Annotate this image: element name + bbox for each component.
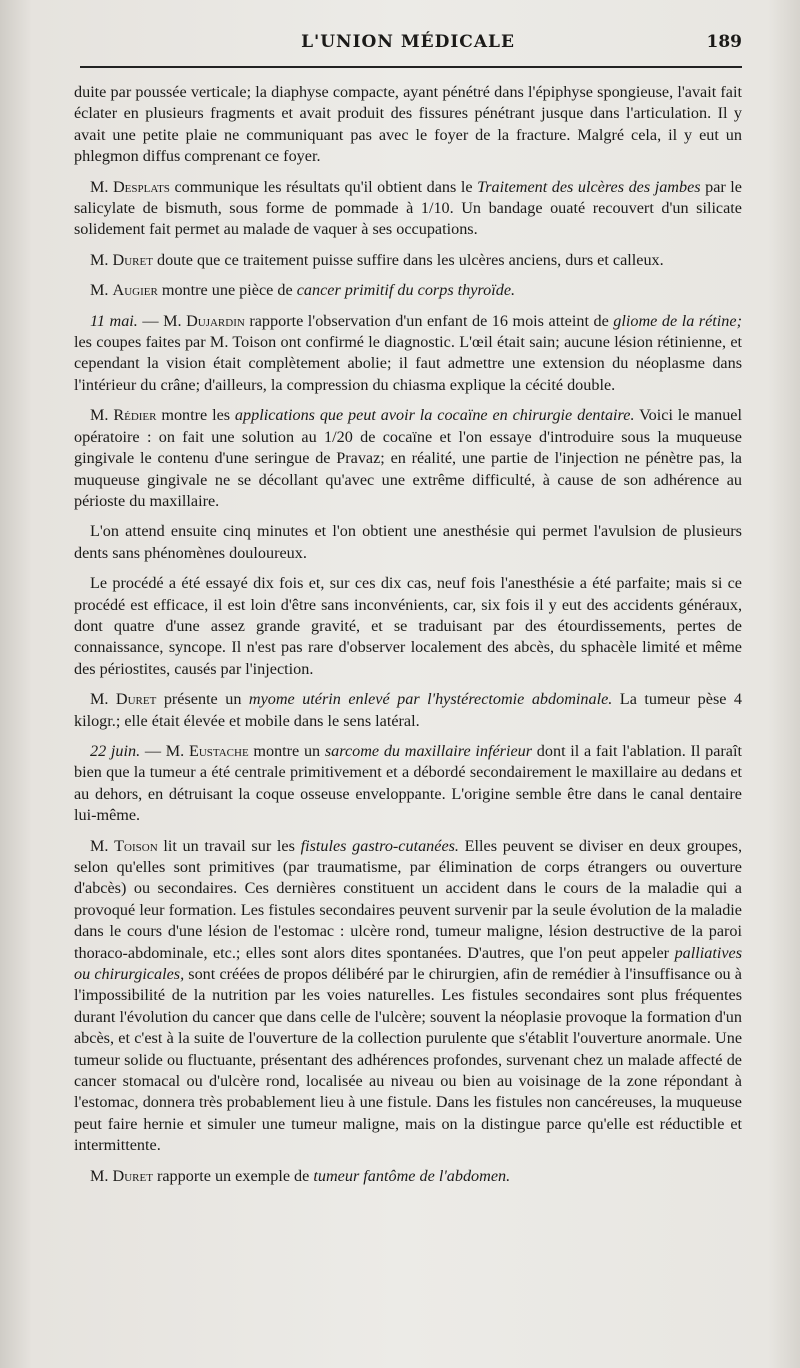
running-title: L'UNION MÉDICALE [301, 32, 515, 52]
paragraph [74, 573, 742, 680]
text-run: — M. [137, 311, 187, 330]
text-run: rapporte un exemple de [152, 1166, 314, 1185]
paragraph [74, 689, 742, 732]
italic-text: applications que peut avoir la cocaïne en chirurgie dentaire. [234, 406, 635, 425]
text-run: La tumeur pèse 4 kilogr.; elle était élevée et mobile dans le sens latéral. [74, 690, 743, 730]
text-run: M. [90, 690, 116, 709]
author-name: Augier [112, 281, 158, 300]
paragraph [74, 1166, 742, 1187]
paragraph [74, 741, 742, 827]
italic-text: 22 juin. [90, 741, 141, 760]
paragraph [74, 405, 742, 512]
italic-text: Traitement des ulcères des jambes [477, 177, 701, 196]
italic-text: fistules gastro-cutanées. [300, 836, 459, 855]
text-run: communique les résultats qu'il obtient dans le [169, 177, 478, 196]
italic-text: gliome de la rétine; [613, 311, 742, 330]
paragraph [74, 311, 742, 397]
text-run: montre les [156, 406, 235, 425]
text-run: montre un [248, 741, 325, 760]
paragraph [74, 177, 742, 241]
page-header [74, 32, 742, 60]
author-name: Duret [112, 1166, 153, 1185]
text-run: Voici le manuel opératoire : on fait une solution au 1/20 de cocaïne et l'on essaye d'introduire sous la muqueuse gingivale le contenu d'une seringue de Pravaz; en réalité, une partie de l'injection ne pénètre pas, la muqueuse gingivale ne se décollant qu'avec une extrême difficulté, à cause de son adhérence au périoste du maxillaire. [74, 406, 742, 510]
body-text [74, 82, 742, 1196]
text-run: dont il a fait l'ablation. Il paraît bien que la tumeur a été centrale primitivement et a débordé secondairement le maxillaire au dedans et au dehors, en détruisant la coque osseuse enveloppante. L'origine semble être dans le canal dentaire lui-même. [74, 741, 742, 825]
text-run: M. [90, 250, 113, 269]
text-run: L'on attend ensuite cinq minutes et l'on obtient une anesthésie qui permet l'avulsion de plusieurs dents sans phénomènes douloureux. [74, 522, 742, 562]
italic-text: palliatives ou chirurgicales, [74, 943, 742, 984]
paragraph [74, 280, 742, 301]
paragraph [74, 250, 742, 271]
page-number: 189 [706, 32, 742, 52]
italic-text: myome utérin enlevé par l'hystérectomie abdominale. [248, 690, 613, 709]
author-name: Toison [114, 836, 158, 855]
text-run: les coupes faites par M. Toison ont confirmé le diagnostic. L'œil était sain; aucune lésion rétinienne, et cependant la vision était complètement abolie; il faut admettre une extension du néoplasme dans l'intérieur du crâne; d'ailleurs, la compression du chiasma explique la cécité double. [74, 333, 742, 394]
text-run: présente un [156, 690, 249, 709]
italic-text: cancer primitif du corps thyroïde. [296, 281, 516, 300]
author-name: Duret [112, 250, 153, 269]
paragraph [74, 82, 742, 168]
text-run: lit un travail sur les [157, 836, 301, 855]
text-run: sont créées de propos délibéré par le chirurgien, afin de remédier à l'insuffisance ou à l'impossibilité de la nutrition par les voies naturelles. Les fistules secondaires sont plus fréquentes durant l'évolution du cancer que dans celle de l'ulcère; souvent la néoplasie provoque la formation d'un abcès, et c'est à la suite de l'ouverture de la collection purulente que s'établit l'ouverture anormale. Une tumeur solide ou fluctuante, présentant des adhérences profondes, survenant chez un malade affecté de cancer stomacal ou d'ulcère rond, localisée au niveau ou bien au voisinage de la zone répondant à l'estomac, donnera très probablement lieu à une fistule. Dans les fistules non cancéreuses, la muqueuse peut faire hernie et simuler une tumeur maligne, mais on la distingue parce qu'elle est réductible et intermittente. [74, 965, 742, 1155]
text-run: M. [90, 1166, 113, 1185]
text-run: M. [90, 836, 115, 855]
italic-text: sarcome du maxillaire inférieur [324, 741, 533, 760]
paragraph [74, 521, 742, 564]
italic-text: tumeur fantôme de l'abdomen. [313, 1166, 511, 1185]
author-name: Dujardin [186, 311, 245, 330]
author-name: Eustache [188, 741, 249, 760]
paragraph [74, 836, 742, 1157]
text-run: Elles peuvent se diviser en deux groupes, selon qu'elles sont primitives (par traumatisme, par élimination de corps étrangers ou ouverture d'abcès) ou secondaires. Ces dernières constituent un accident dans le cours de la maladie qui a provoqué leur formation. Les fistules secondaires peuvent survenir par la seule évolution de la maladie dans le cours d'une lésion de l'estomac : ulcère rond, tumeur maligne, lésion destructive de la paroi thoraco-abdominale, etc.; elles sont alors dites spontanées. D'autres, que l'on peut appeler [74, 836, 742, 962]
text-run: doute que ce traitement puisse suffire dans les ulcères anciens, durs et calleux. [152, 250, 664, 269]
author-name: Rédier [113, 406, 157, 425]
author-name: Desplats [112, 177, 170, 196]
author-name: Duret [115, 690, 157, 709]
text-run: duite par poussée verticale; la diaphyse compacte, ayant pénétré dans l'épiphyse spongieuse, l'avait fait éclater en plusieurs fragments et avait produit des fissures pénétrant jusque dans l'articulation. Il y avait une petite plaie ne communiquant pas avec le foyer de la fracture. Malgré cela, il y eut un phlegmon diffus comprenant ce foyer. [74, 83, 742, 166]
text-run: — M. [140, 741, 189, 760]
text-run: par le salicylate de bismuth, sous forme de pommade à 1/10. Un bandage ouaté recouvert d'un silicate solidement fait permet au malade de vaquer à ses occupations. [74, 177, 742, 239]
text-run: rapporte l'observation d'un enfant de 16 mois atteint de [244, 311, 614, 330]
header-rule [80, 66, 742, 68]
text-run: M. [90, 406, 114, 425]
italic-text: 11 mai. [90, 311, 138, 330]
text-run: Le procédé a été essayé dix fois et, sur ces dix cas, neuf fois l'anesthésie a été parfaite; mais si ce procédé est efficace, il est loin d'être sans inconvénients, car, six fois il y eut des accidents généraux, dont quatre d'une assez grande gravité, et se traduisant par des étourdissements, pertes de connaissance, syncope. Il n'est pas rare d'observer localement des abcès, du sphacèle limité et même des périostites, causés par l'injection. [74, 574, 742, 678]
text-run: montre une pièce de [157, 281, 297, 300]
text-run: M. [90, 281, 113, 300]
text-run: M. [90, 177, 113, 196]
